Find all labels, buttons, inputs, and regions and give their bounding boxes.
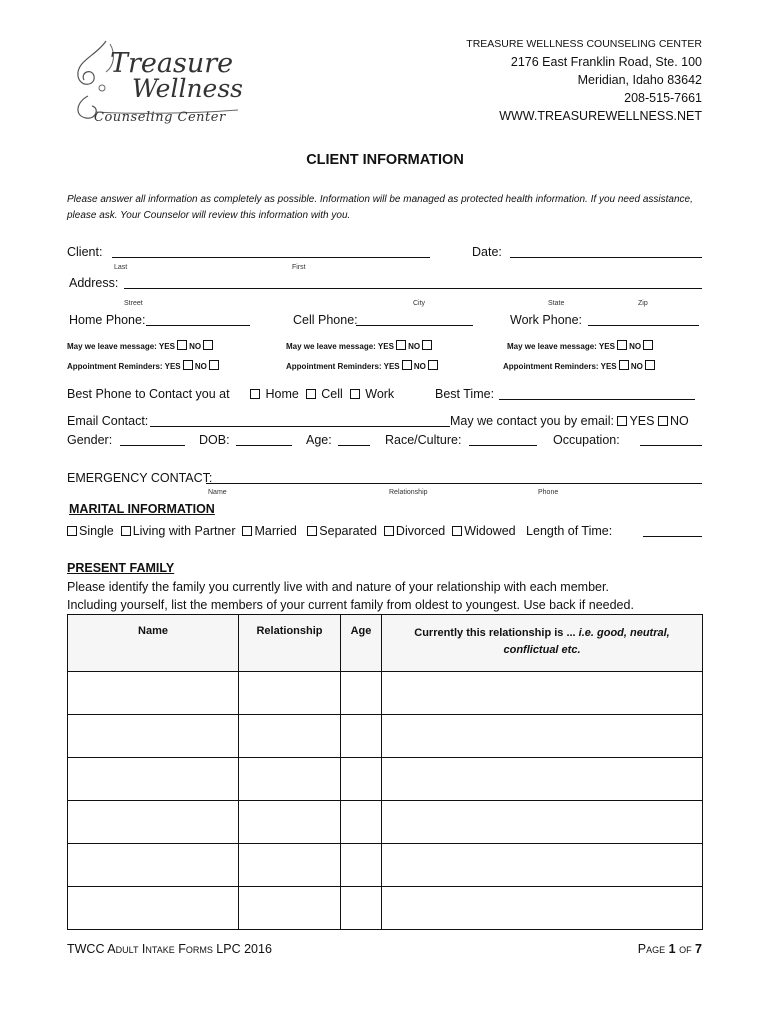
emergency-name-label: Name — [208, 489, 227, 496]
address-label: Address: — [69, 276, 119, 290]
last-label: Last — [114, 264, 128, 271]
emergency-field[interactable] — [206, 483, 702, 484]
table-row — [68, 758, 703, 801]
best-phone-home-label: Home — [265, 387, 299, 401]
org-address: 2176 East Franklin Road, Ste. 100 — [510, 55, 702, 69]
cell-appt-no-checkbox[interactable] — [428, 360, 438, 370]
cell-relationship[interactable] — [239, 672, 341, 715]
best-phone-label: Best Phone to Contact you at — [67, 387, 230, 401]
cell-leave-yes-checkbox[interactable] — [396, 340, 406, 350]
home-appt-yes-checkbox[interactable] — [183, 360, 193, 370]
best-time-label: Best Time: — [435, 387, 495, 401]
cell-age[interactable] — [341, 715, 382, 758]
cell-current[interactable] — [382, 844, 703, 887]
work-appt-yes-label: Appointment Reminders: YES — [503, 362, 617, 371]
home-leave-message — [67, 340, 215, 351]
cell-leave-no-label: NO — [408, 342, 421, 351]
age-field[interactable] — [338, 445, 370, 446]
cell-current[interactable] — [382, 801, 703, 844]
work-appt-yes-checkbox[interactable] — [619, 360, 629, 370]
marital-length-label: Length of Time: — [526, 524, 613, 538]
cell-appointment-reminders — [286, 360, 440, 371]
email-field[interactable] — [150, 426, 450, 427]
org-phone: 208-515-7661 — [624, 91, 702, 105]
emergency-label: EMERGENCY CONTACT: — [67, 471, 213, 485]
cell-age[interactable] — [341, 801, 382, 844]
email-label: Email Contact: — [67, 414, 149, 428]
cell-name[interactable] — [68, 672, 239, 715]
cell-name[interactable] — [68, 715, 239, 758]
work-leave-no-label: NO — [629, 342, 642, 351]
email-permission-label: May we contact you by email: — [450, 414, 614, 428]
best-time-field[interactable] — [499, 399, 695, 400]
email-no-checkbox[interactable] — [658, 416, 668, 426]
marital-partner-label: Living with Partner — [132, 524, 236, 538]
best-phone-options — [250, 387, 394, 401]
col-relationship-header: Relationship — [239, 615, 341, 672]
footer-page-number — [638, 942, 702, 956]
best-phone-work-checkbox[interactable] — [350, 389, 360, 399]
address-field[interactable] — [124, 288, 702, 289]
home-leave-yes-label: May we leave message: YES — [67, 342, 175, 351]
table-row — [68, 715, 703, 758]
client-label: Client: — [67, 245, 103, 259]
occupation-field[interactable] — [640, 445, 702, 446]
work-leave-yes-label: May we leave message: YES — [507, 342, 615, 351]
col-age-header: Age — [341, 615, 382, 672]
emergency-phone-label: Phone — [538, 489, 559, 496]
first-label: First — [292, 264, 306, 271]
work-phone-label: Work Phone: — [510, 313, 583, 327]
marital-options — [67, 524, 612, 538]
race-field[interactable] — [469, 445, 537, 446]
col-current-examples: i.e. good, neutral, — [578, 627, 670, 639]
race-label: Race/Culture: — [385, 433, 462, 447]
home-phone-field[interactable] — [146, 325, 250, 326]
col-current-examples-2: conflictual etc. — [503, 644, 581, 656]
age-label: Age: — [306, 433, 332, 447]
email-permission — [450, 414, 689, 428]
table-row — [68, 887, 703, 930]
best-phone-cell-checkbox[interactable] — [306, 389, 316, 399]
page-title: CLIENT INFORMATION — [306, 152, 464, 168]
table-row — [68, 672, 703, 715]
best-phone-cell-label: Cell — [321, 387, 343, 401]
logo-text-counseling: Counseling Center — [94, 110, 226, 125]
logo-text-wellness: Wellness — [132, 74, 243, 103]
cell-phone-label: Cell Phone: — [293, 313, 358, 327]
cell-name[interactable] — [68, 887, 239, 930]
best-phone-work-label: Work — [365, 387, 395, 401]
org-website: WWW.TREASUREWELLNESS.NET — [499, 109, 702, 123]
work-phone-field[interactable] — [588, 325, 699, 326]
work-leave-message — [507, 340, 655, 351]
cell-relationship[interactable] — [239, 801, 341, 844]
gender-field[interactable] — [120, 445, 185, 446]
street-label: Street — [124, 300, 143, 307]
footer-page-total: 7 — [695, 942, 702, 956]
best-phone-home-checkbox[interactable] — [250, 389, 260, 399]
family-instructions-2: Including yourself, list the members of your current family from oldest to youngest. Use back if needed. — [67, 598, 634, 612]
cell-relationship[interactable] — [239, 844, 341, 887]
marital-divorced-label: Divorced — [395, 524, 446, 538]
marital-divorced-checkbox[interactable] — [384, 526, 394, 536]
marital-heading: MARITAL INFORMATION — [69, 502, 215, 516]
email-yes-checkbox[interactable] — [617, 416, 627, 426]
cell-appt-no-label: NO — [413, 362, 426, 371]
cell-leave-no-checkbox[interactable] — [422, 340, 432, 350]
logo-text-treasure: Treasure — [110, 48, 234, 79]
home-leave-no-checkbox[interactable] — [203, 340, 213, 350]
cell-age[interactable] — [341, 844, 382, 887]
logo — [66, 36, 246, 131]
date-label: Date: — [472, 245, 502, 259]
table-row — [68, 844, 703, 887]
marital-separated-label: Separated — [319, 524, 377, 538]
cell-name[interactable] — [68, 844, 239, 887]
footer-page-current: 1 — [668, 942, 676, 956]
cell-leave-message — [286, 340, 434, 351]
cell-current[interactable] — [382, 672, 703, 715]
footer-of-word: of — [679, 942, 692, 956]
footer-form-id: TWCC Adult Intake Forms LPC 2016 — [67, 942, 272, 956]
org-city: Meridian, Idaho 83642 — [577, 73, 702, 87]
cell-relationship[interactable] — [239, 715, 341, 758]
email-yes-label: YES — [629, 414, 655, 428]
col-name-header: Name — [68, 615, 239, 672]
city-label: City — [413, 300, 426, 307]
gender-label: Gender: — [67, 433, 113, 447]
home-phone-label: Home Phone: — [69, 313, 146, 327]
dob-field[interactable] — [236, 445, 292, 446]
date-field[interactable] — [510, 257, 702, 258]
cell-relationship[interactable] — [239, 887, 341, 930]
col-current-text: Currently this relationship is ... — [414, 627, 579, 639]
home-appointment-reminders — [67, 360, 221, 371]
cell-current[interactable] — [382, 715, 703, 758]
table-row — [68, 801, 703, 844]
cell-leave-yes-label: May we leave message: YES — [286, 342, 394, 351]
work-leave-yes-checkbox[interactable] — [617, 340, 627, 350]
state-label: State — [548, 300, 565, 307]
org-contact-block — [466, 35, 702, 125]
col-current-header — [382, 615, 703, 672]
zip-label: Zip — [638, 300, 648, 307]
marital-separated-checkbox[interactable] — [307, 526, 317, 536]
marital-widowed-checkbox[interactable] — [452, 526, 462, 536]
work-appt-no-checkbox[interactable] — [645, 360, 655, 370]
home-appt-no-label: NO — [194, 362, 207, 371]
footer-page-word: Page — [637, 942, 666, 956]
home-appt-no-checkbox[interactable] — [209, 360, 219, 370]
family-table — [67, 614, 703, 930]
cell-current[interactable] — [382, 887, 703, 930]
home-appt-yes-label: Appointment Reminders: YES — [67, 362, 181, 371]
org-name: TREASURE WELLNESS COUNSELING CENTER — [466, 38, 702, 50]
marital-partner-checkbox[interactable] — [121, 526, 131, 536]
email-no-label: NO — [669, 414, 689, 428]
cell-name[interactable] — [68, 801, 239, 844]
intro-text: Please answer all information as completely as possible. Information will be managed as protected health information. If you need assistance, please ask. Your Counselor will review this information with you. — [67, 194, 693, 221]
occupation-label: Occupation: — [553, 433, 620, 447]
family-instructions-1: Please identify the family you currently live with and nature of your relationship with each member. — [67, 580, 609, 594]
cell-name[interactable] — [68, 758, 239, 801]
client-name-field[interactable] — [112, 257, 430, 258]
marital-widowed-label: Widowed — [464, 524, 516, 538]
cell-current[interactable] — [382, 758, 703, 801]
home-leave-no-label: NO — [189, 342, 202, 351]
family-heading: PRESENT FAMILY — [67, 561, 175, 575]
marital-length-field[interactable] — [643, 536, 702, 537]
cell-age[interactable] — [341, 887, 382, 930]
marital-married-label: Married — [254, 524, 297, 538]
emergency-relationship-label: Relationship — [389, 489, 428, 496]
family-table-header — [68, 615, 703, 672]
marital-single-checkbox[interactable] — [67, 526, 77, 536]
marital-married-checkbox[interactable] — [242, 526, 252, 536]
dob-label: DOB: — [199, 433, 230, 447]
cell-age[interactable] — [341, 758, 382, 801]
marital-single-label: Single — [79, 524, 114, 538]
work-appointment-reminders — [503, 360, 657, 371]
home-leave-yes-checkbox[interactable] — [177, 340, 187, 350]
cell-appt-yes-checkbox[interactable] — [402, 360, 412, 370]
work-leave-no-checkbox[interactable] — [643, 340, 653, 350]
cell-phone-field[interactable] — [356, 325, 473, 326]
cell-appt-yes-label: Appointment Reminders: YES — [286, 362, 400, 371]
cell-age[interactable] — [341, 672, 382, 715]
work-appt-no-label: NO — [630, 362, 643, 371]
cell-relationship[interactable] — [239, 758, 341, 801]
